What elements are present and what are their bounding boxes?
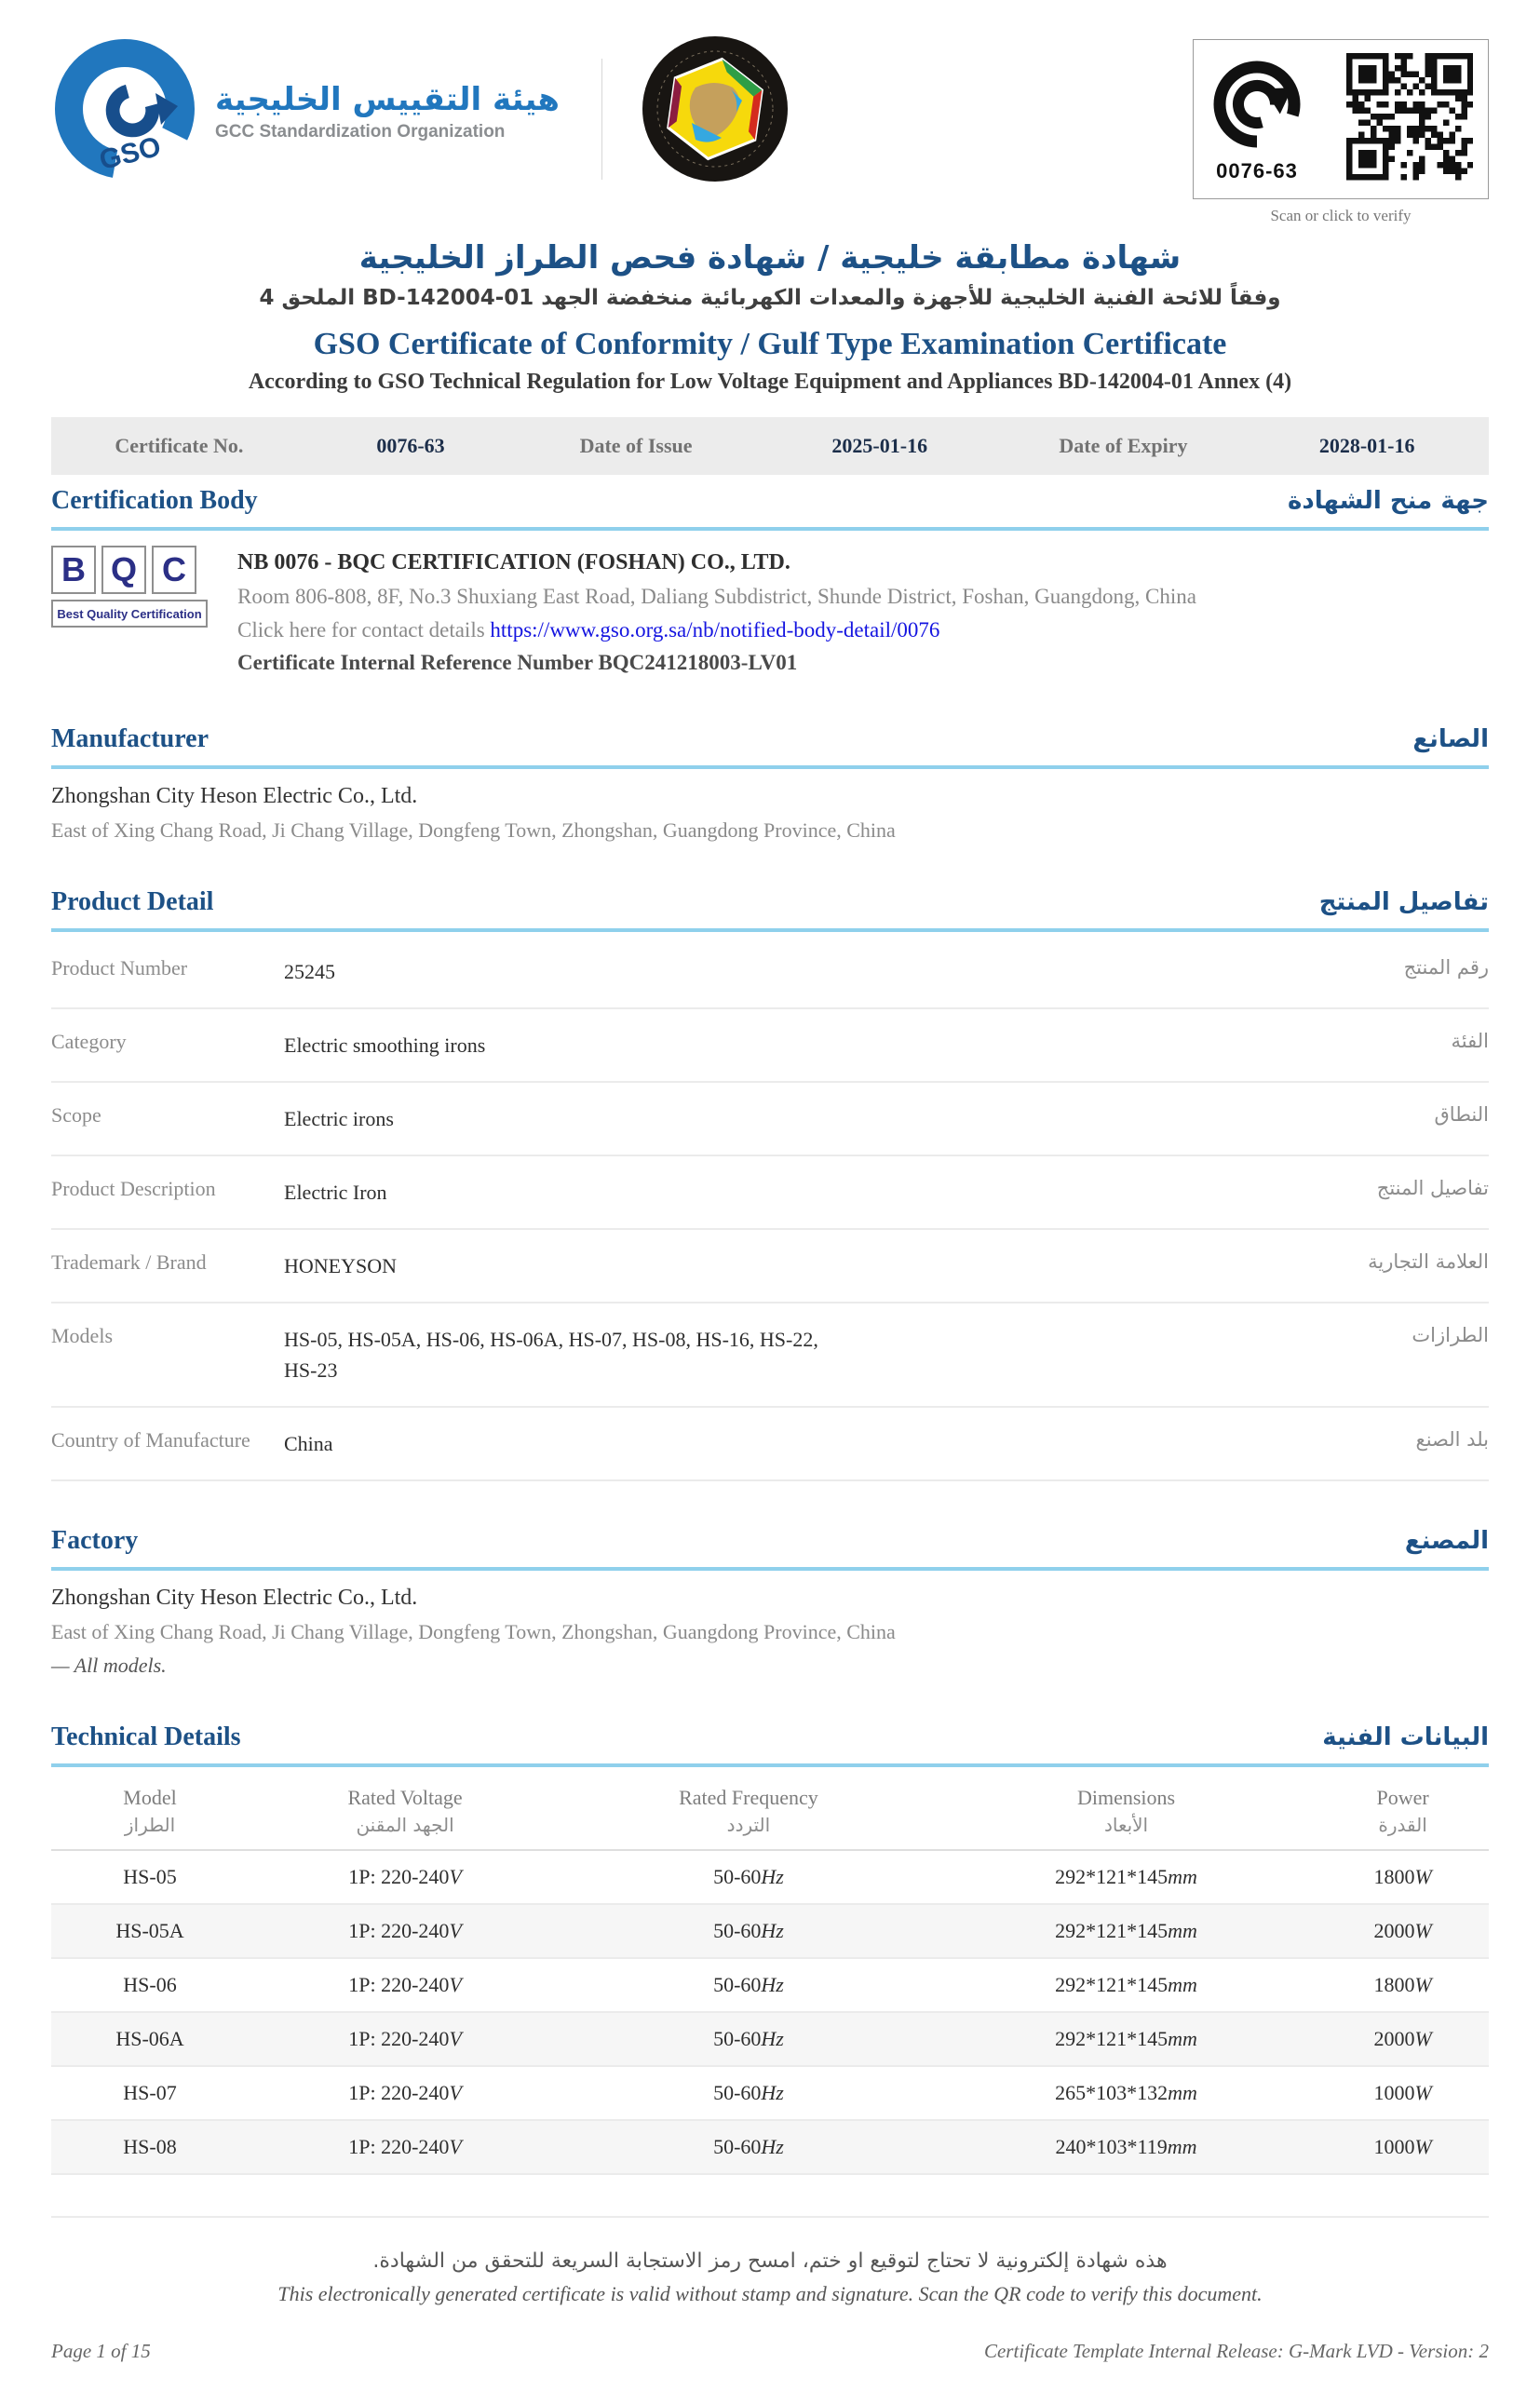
tech-frequency: 50-60Hz (561, 1850, 936, 1904)
tech-model: HS-06 (51, 1958, 249, 2012)
page-number: Page 1 of 15 (51, 2340, 151, 2363)
tech-table-row (51, 2012, 1489, 2066)
certificate-no-value: 0076-63 (376, 434, 445, 457)
certification-body-contact (237, 614, 1196, 647)
tech-power: 1000W (1317, 2066, 1489, 2120)
tech-dimensions: 292*121*145mm (936, 1958, 1317, 2012)
certificate-no-label: Certificate No. (115, 434, 244, 457)
tech-table-row (51, 2120, 1489, 2174)
svg-text:GSO: GSO (96, 130, 165, 177)
manufacturer-section (51, 724, 1489, 843)
tech-column-header: Power (1376, 1786, 1429, 1810)
gmark-cell (1209, 56, 1305, 183)
tech-column-header: Dimensions (1076, 1786, 1176, 1810)
template-version: Certificate Template Internal Release: G-Mark LVD - Version: 2 (983, 2340, 1489, 2363)
gcc-emblem-icon (640, 34, 790, 189)
tech-dimensions: 240*103*119mm (936, 2120, 1317, 2174)
tech-power: 1800W (1317, 1850, 1489, 1904)
tech-dimensions: 265*103*132mm (936, 2066, 1317, 2120)
product-detail-row (51, 1083, 1489, 1156)
product-detail-heading (51, 887, 1489, 932)
product-row-label-arabic: العلامة التجارية (1368, 1250, 1489, 1274)
product-row-label-arabic: تفاصيل المنتج (1376, 1177, 1489, 1200)
tech-frequency: 50-60Hz (561, 2066, 936, 2120)
date-of-issue-label: Date of Issue (579, 434, 693, 457)
product-row-label: Models (51, 1324, 113, 1348)
product-row-value: Electric Iron (284, 1181, 387, 1205)
bqc-tagline: Best Quality Certification (51, 600, 208, 628)
tech-voltage: 1P: 220-240V (249, 2120, 561, 2174)
technical-details-heading-en: Technical Details (51, 1722, 241, 1752)
tech-voltage: 1P: 220-240V (249, 1850, 561, 1904)
tech-column-header-arabic: التردد (726, 1814, 771, 1837)
product-row-label: Product Number (51, 956, 188, 980)
tech-power: 2000W (1317, 2012, 1489, 2066)
date-of-expiry-label: Date of Expiry (1059, 434, 1188, 457)
product-row-label-arabic: الفئة (1451, 1030, 1489, 1053)
gso-logo-icon (51, 35, 198, 187)
tech-voltage: 1P: 220-240V (249, 2012, 561, 2066)
tech-frequency: 50-60Hz (561, 2120, 936, 2174)
manufacturer-name: Zhongshan City Heson Electric Co., Ltd. (51, 784, 418, 809)
tech-column-header-arabic: القدرة (1378, 1814, 1427, 1837)
tech-column-header: Rated Voltage (347, 1786, 463, 1810)
factory-address: East of Xing Chang Road, Ji Chang Village, Dongfeng Town, Zhongshan, Guangdong Province, China (51, 1620, 896, 1644)
tech-power: 2000W (1317, 1904, 1489, 1958)
internal-reference: Certificate Internal Reference Number BQC241218003-LV01 (237, 651, 798, 675)
product-detail-row (51, 1230, 1489, 1304)
product-detail-row (51, 1009, 1489, 1083)
product-row-value: 25245 (284, 960, 335, 984)
certification-body-heading-ar: جهة منح الشهادة (1288, 487, 1489, 515)
title-arabic: شهادة مطابقة خليجية / شهادة فحص الطراز الخليجية (358, 239, 1182, 277)
gso-name-arabic: هيئة التقييس الخليجية (215, 80, 560, 118)
product-row-label: Scope (51, 1103, 101, 1128)
product-detail-heading-en: Product Detail (51, 887, 214, 917)
subtitle-english: According to GSO Technical Regulation for Low Voltage Equipment and Appliances BD-142004-01 Annex (4) (248, 370, 1292, 394)
certification-body-address: Room 806-808, 8F, No.3 Shuxiang East Road, Daliang Subdistrict, Shunde District, Foshan, Guangdong, China (237, 585, 1196, 609)
notified-body-link[interactable]: https://www.gso.org.sa/nb/notified-body-detail/0076 (490, 617, 940, 642)
footer-english: This electronically generated certificate is valid without stamp and signature. Scan the QR code to verify this document. (277, 2282, 1263, 2306)
subtitle-arabic: وفقاً للائحة الفنية الخليجية للأجهزة والمعدات الكهربائية منخفضة الجهد BD-142004-01 الملحق 4 (259, 286, 1281, 310)
bqc-logo (51, 546, 209, 680)
tech-frequency: 50-60Hz (561, 1904, 936, 1958)
factory-heading (51, 1526, 1489, 1571)
product-row-value: Electric irons (284, 1107, 394, 1131)
technical-details-section (51, 1722, 1489, 2218)
product-detail-section (51, 887, 1489, 1481)
certification-body-heading-en: Certification Body (51, 486, 258, 515)
product-detail-heading-ar: تفاصيل المنتج (1318, 888, 1489, 917)
tech-table-row (51, 1904, 1489, 1958)
tech-dimensions: 292*121*145mm (936, 1850, 1317, 1904)
product-row-value: Electric smoothing irons (284, 1033, 486, 1058)
gso-name-english: GCC Standardization Organization (215, 121, 506, 142)
product-row-label: Product Description (51, 1177, 216, 1201)
manufacturer-address: East of Xing Chang Road, Ji Chang Village, Dongfeng Town, Zhongshan, Guangdong Province, China (51, 818, 896, 843)
gso-names (215, 81, 560, 142)
product-row-value: HONEYSON (284, 1254, 397, 1278)
tech-voltage: 1P: 220-240V (249, 1904, 561, 1958)
tech-table-row (51, 2066, 1489, 2120)
certificate-info-bar (51, 417, 1489, 475)
tech-frequency: 50-60Hz (561, 1958, 936, 2012)
tech-dimensions: 292*121*145mm (936, 1904, 1317, 1958)
manufacturer-heading-en: Manufacturer (51, 724, 209, 754)
technical-details-table (51, 1773, 1489, 2218)
tech-column-header: Rated Frequency (679, 1786, 818, 1810)
bqc-letter: Q (101, 546, 146, 594)
factory-heading-en: Factory (51, 1526, 139, 1556)
product-detail-row (51, 1408, 1489, 1481)
tech-column-header: Model (123, 1786, 177, 1810)
product-row-label: Trademark / Brand (51, 1250, 207, 1275)
qr-verify-box[interactable] (1193, 39, 1489, 199)
factory-note: — All models. (51, 1654, 167, 1678)
product-row-label-arabic: الطرازات (1412, 1324, 1489, 1347)
tech-column-header-arabic: الجهد المقنن (356, 1814, 454, 1837)
tech-model: HS-08 (51, 2120, 249, 2174)
date-of-expiry-value: 2028-01-16 (1318, 434, 1415, 457)
gmark-number: 0076-63 (1216, 158, 1298, 182)
factory-heading-ar: المصنع (1404, 1527, 1489, 1556)
qr-caption: Scan or click to verify (1270, 207, 1412, 224)
certification-body-heading (51, 486, 1489, 531)
certification-body-section (51, 486, 1489, 680)
product-row-label-arabic: رقم المنتج (1403, 956, 1489, 979)
footer (51, 2249, 1489, 2363)
date-of-issue-value: 2025-01-16 (831, 434, 928, 457)
tech-model: HS-05A (51, 1904, 249, 1958)
qr-code-icon (1346, 53, 1474, 185)
factory-name: Zhongshan City Heson Electric Co., Ltd. (51, 1586, 418, 1611)
technical-details-heading-ar: البيانات الفنية (1322, 1723, 1489, 1752)
product-row-label: Category (51, 1030, 127, 1054)
product-row-label-arabic: النطاق (1434, 1103, 1489, 1127)
tech-table-row (51, 1958, 1489, 2012)
tech-model: HS-06A (51, 2012, 249, 2066)
manufacturer-heading-ar: الصانع (1412, 725, 1489, 754)
header-divider (601, 59, 602, 180)
product-row-label-arabic: بلد الصنع (1415, 1428, 1489, 1452)
tech-dimensions: 292*121*145mm (936, 2012, 1317, 2066)
tech-table-row (51, 1850, 1489, 1904)
tech-table-empty-row (51, 2174, 1489, 2217)
tech-column-header-arabic: الطراز (124, 1814, 176, 1837)
tech-model: HS-07 (51, 2066, 249, 2120)
product-row-label: Country of Manufacture (51, 1428, 250, 1452)
manufacturer-heading (51, 724, 1489, 769)
tech-power: 1800W (1317, 1958, 1489, 2012)
gso-logo-block (51, 35, 560, 187)
product-detail-row (51, 1304, 1489, 1408)
contact-text: Click here for contact details (237, 617, 485, 642)
qr-area (1193, 39, 1489, 225)
tech-power: 1000W (1317, 2120, 1489, 2174)
gmark-icon (1209, 56, 1305, 157)
certification-body-name: NB 0076 - BQC CERTIFICATION (FOSHAN) CO., LTD. (237, 550, 790, 574)
product-row-value: HS-05, HS-05A, HS-06, HS-06A, HS-07, HS-08, HS-16, HS-22, HS-23 (284, 1328, 818, 1383)
bqc-letter: C (152, 546, 196, 594)
product-row-value: China (284, 1432, 333, 1456)
tech-voltage: 1P: 220-240V (249, 2066, 561, 2120)
tech-model: HS-05 (51, 1850, 249, 1904)
bqc-letter: B (51, 546, 96, 594)
footer-arabic: هذه شهادة إلكترونية لا تحتاج لتوقيع او ختم، امسح رمز الاستجابة السريعة للتحقق من الشهادة. (372, 2249, 1168, 2274)
tech-voltage: 1P: 220-240V (249, 1958, 561, 2012)
factory-section (51, 1526, 1489, 1678)
header (51, 26, 1489, 226)
titles (51, 239, 1489, 395)
tech-frequency: 50-60Hz (561, 2012, 936, 2066)
tech-column-header-arabic: الأبعاد (1103, 1814, 1149, 1837)
product-detail-row (51, 936, 1489, 1009)
technical-details-heading (51, 1722, 1489, 1767)
product-detail-row (51, 1156, 1489, 1230)
title-english: GSO Certificate of Conformity / Gulf Type Examination Certificate (313, 327, 1227, 361)
